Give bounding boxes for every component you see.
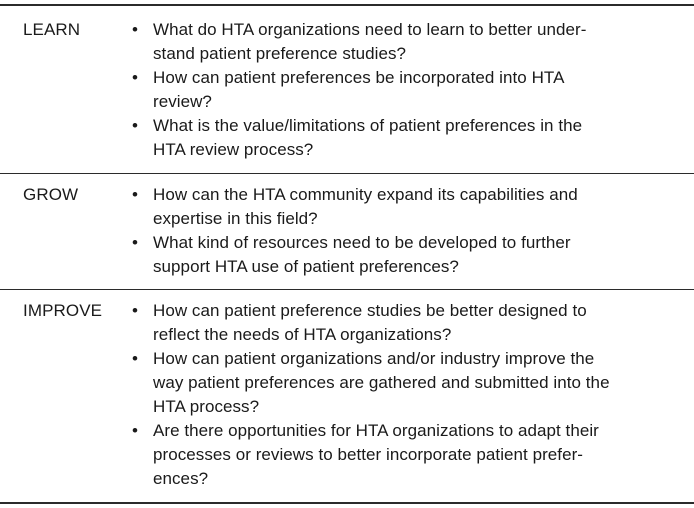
row-label: GROW — [23, 185, 79, 204]
row-label: IMPROVE — [23, 301, 103, 320]
question-text: Are there opportunities for HTA organizations to adapt their processes or reviews to better incorporate patient prefer- ences? — [153, 421, 599, 488]
list-item — [132, 299, 692, 347]
bullet-icon: • — [132, 116, 139, 135]
list-item — [132, 66, 692, 114]
list-item — [132, 347, 692, 419]
question-text: What is the value/limitations of patient preferences in the HTA review process? — [153, 116, 583, 159]
list-item — [132, 183, 692, 231]
list-item — [132, 18, 692, 66]
bullet-list — [132, 299, 692, 491]
bullet-icon: • — [132, 233, 139, 252]
list-item — [132, 231, 692, 279]
question-text: How can the HTA community expand its capabilities and expertise in this field? — [153, 185, 578, 228]
list-item — [132, 114, 692, 162]
row-divider — [0, 289, 694, 290]
bullet-icon: • — [132, 421, 139, 440]
bullet-icon: • — [132, 20, 139, 39]
bullet-icon: • — [132, 349, 139, 368]
table-bottom-rule — [0, 502, 694, 504]
question-text: How can patient preference studies be better designed to reflect the needs of HTA organizations? — [153, 301, 587, 344]
question-text: What kind of resources need to be developed to further support HTA use of patient preferences? — [153, 233, 571, 276]
row-divider — [0, 173, 694, 174]
bullet-list — [132, 18, 692, 162]
bullet-icon: • — [132, 185, 139, 204]
list-item — [132, 419, 692, 491]
question-text: How can patient organizations and/or industry improve the way patient preferences are gathered and submitted into the HTA process? — [153, 349, 610, 416]
question-text: What do HTA organizations need to learn to better under- stand patient preference studies? — [153, 20, 587, 63]
bullet-icon: • — [132, 68, 139, 87]
bullet-list — [132, 183, 692, 279]
bullet-icon: • — [132, 301, 139, 320]
question-text: How can patient preferences be incorporated into HTA review? — [153, 68, 565, 111]
row-label: LEARN — [23, 20, 81, 39]
table-top-rule — [0, 4, 694, 6]
